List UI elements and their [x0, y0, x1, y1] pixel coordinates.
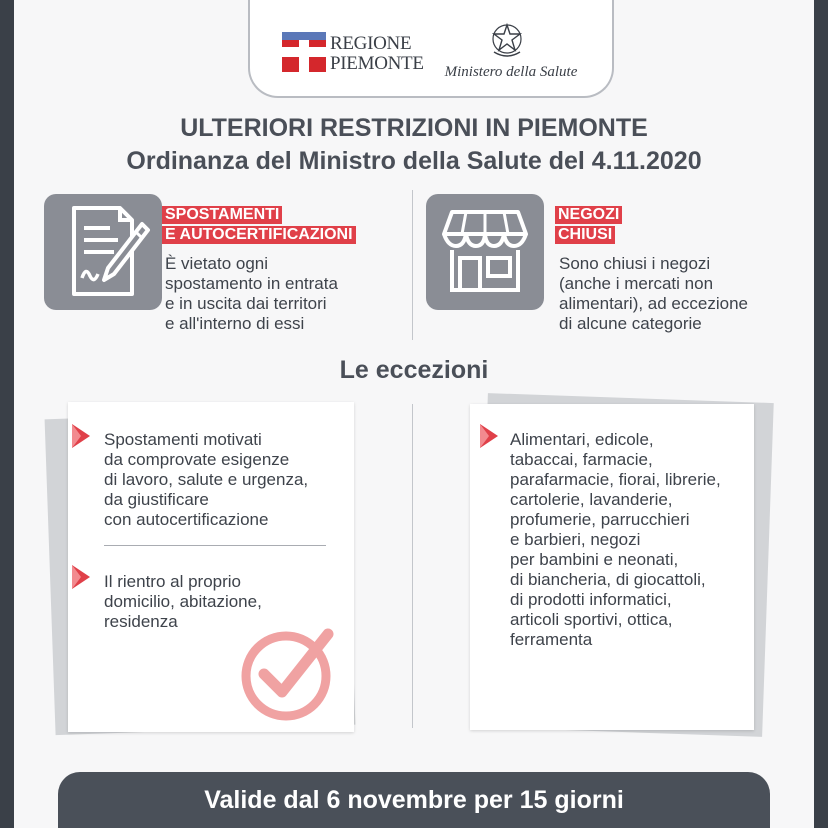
left-item1-line5: con autocertificazione — [104, 510, 269, 529]
left-line-3: e in uscita dai territori — [165, 294, 327, 313]
checkmark-icon — [234, 620, 338, 724]
right-line-4: di alcune categorie — [559, 314, 702, 333]
left-note-divider — [104, 545, 326, 546]
right-item-line7: per bambini e neonati, — [510, 550, 679, 569]
regione-piemonte-logo-text — [330, 34, 430, 74]
ministero-logo-text: Ministero della Salute — [444, 64, 578, 80]
left-item2-line3: residenza — [104, 612, 178, 631]
right-item-line1: Alimentari, edicole, — [510, 430, 654, 449]
document-signature-icon — [44, 194, 162, 310]
left-item1-line3: di lavoro, salute e urgenza, — [104, 470, 309, 489]
tag-chiusi: CHIUSI — [555, 226, 615, 244]
footer-text: Valide dal 6 novembre per 15 giorni — [204, 786, 624, 814]
tag-autocertificazioni: E AUTOCERTIFICAZIONI — [162, 226, 356, 244]
page-title: ULTERIORI RESTRIZIONI IN PIEMONTE — [180, 114, 648, 142]
tag-spostamenti: SPOSTAMENTI — [162, 206, 282, 224]
right-item-line6: e barbieri, negozi — [510, 530, 641, 549]
right-item-line9: di prodotti informatici, — [510, 590, 672, 609]
right-line-3: alimentari), ad eccezione — [559, 294, 748, 313]
arrow-bullet-icon — [480, 424, 498, 448]
right-block-text — [559, 254, 799, 334]
right-item-line11: ferramenta — [510, 630, 593, 649]
region-line1: REGIONE — [330, 33, 412, 54]
infographic-card — [14, 0, 814, 828]
left-note-item1 — [104, 430, 354, 530]
page-subtitle: Ordinanza del Ministro della Salute del 4.11.2020 — [126, 147, 702, 175]
arrow-bullet-icon — [72, 565, 90, 589]
footer-banner — [58, 772, 770, 828]
left-item1-line1: Spostamenti motivati — [104, 430, 262, 449]
shop-icon — [426, 194, 544, 310]
regione-piemonte-flag-icon — [282, 32, 326, 72]
left-item1-line4: da giustificare — [104, 490, 209, 509]
right-line-2: (anche i mercati non — [559, 274, 714, 293]
left-item2-line1: Il rientro al proprio — [104, 572, 242, 591]
bottom-divider — [412, 404, 413, 728]
left-line-2: spostamento in entrata — [165, 274, 338, 293]
region-line2: PIEMONTE — [330, 53, 424, 74]
left-item1-line2: da comprovate esigenze — [104, 450, 290, 469]
right-note-item1 — [510, 430, 750, 650]
left-line-1: È vietato ogni — [165, 254, 269, 273]
left-line-4: e all'interno di essi — [165, 314, 305, 333]
top-divider — [412, 190, 413, 340]
arrow-bullet-icon — [72, 424, 90, 448]
right-item-line2: tabaccai, farmacie, — [510, 450, 653, 469]
exceptions-title: Le eccezioni — [339, 356, 489, 384]
right-item-line3: parafarmacie, fiorai, librerie, — [510, 470, 721, 489]
left-item2-line2: domicilio, abitazione, — [104, 592, 262, 611]
right-item-line8: di biancheria, di giocattoli, — [510, 570, 706, 589]
right-line-1: Sono chiusi i negozi — [559, 254, 711, 273]
logo-header — [248, 0, 614, 98]
italian-emblem-icon — [490, 22, 524, 60]
left-block-text — [165, 254, 405, 334]
right-item-line5: profumerie, parrucchieri — [510, 510, 690, 529]
tag-negozi: NEGOZI — [555, 206, 622, 224]
right-item-line10: articoli sportivi, ottica, — [510, 610, 673, 629]
right-item-line4: cartolerie, lavanderie, — [510, 490, 673, 509]
